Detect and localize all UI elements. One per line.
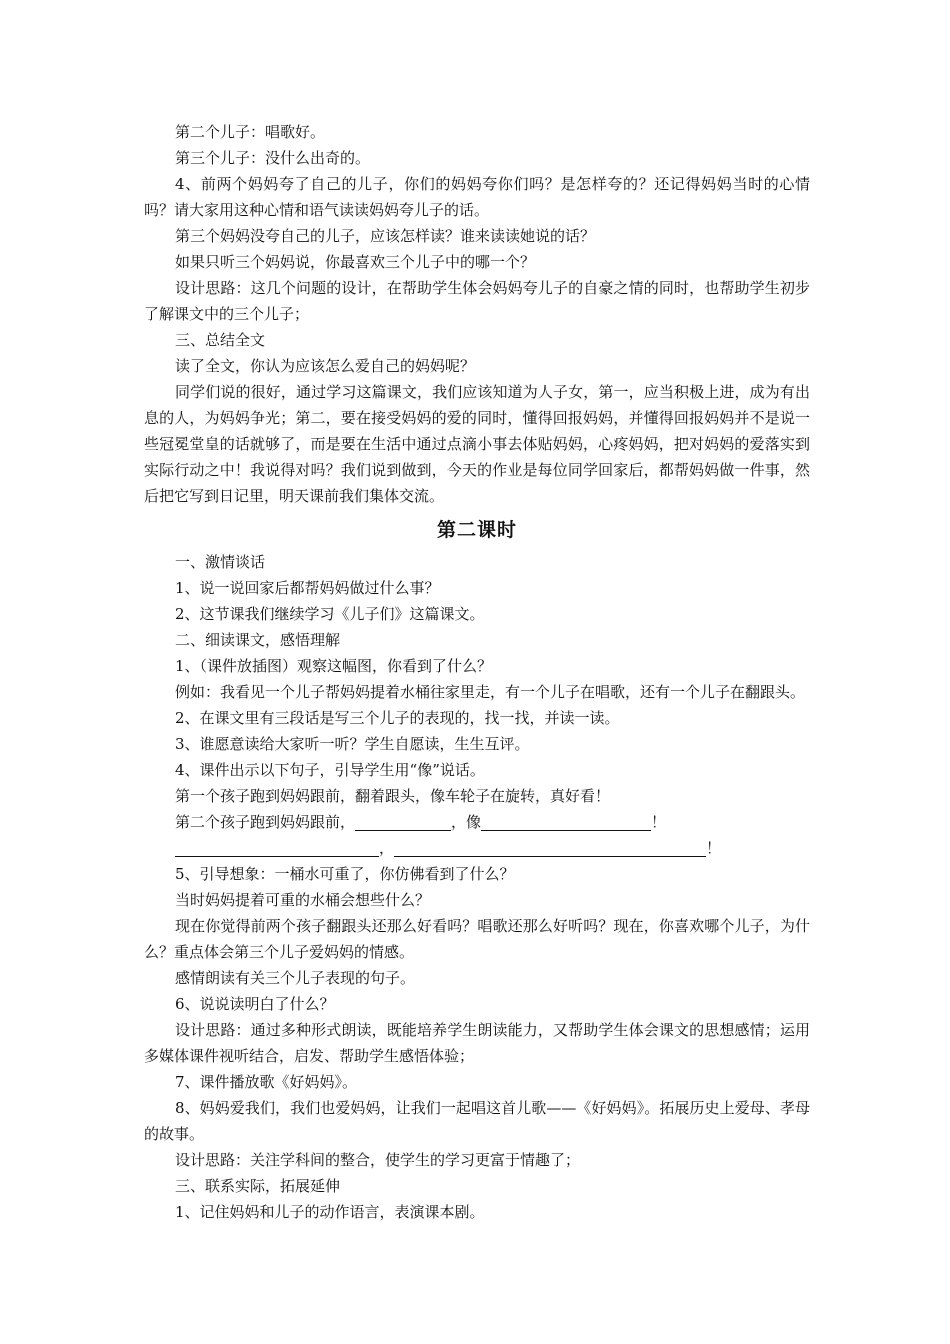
- paragraph: 例如：我看见一个儿子帮妈妈提着水桶往家里走，有一个儿子在唱歌，还有一个儿子在翻跟头。: [175, 683, 806, 701]
- paragraph: 7、课件播放歌《好妈妈》。: [175, 1073, 358, 1091]
- paragraph: 3、谁愿意读给大家听一听？学生自愿读，生生互评。: [175, 735, 530, 753]
- design-note: 设计思路：通过多种形式朗读，既能培养学生朗读能力，又帮助学生体会课文的思想感情；运用多媒体课件视听结合，启发、帮助学生感悟体验；: [144, 1021, 810, 1065]
- paragraph: 2、在课文里有三段话是写三个儿子的表现的，找一找，并读一读。: [175, 709, 620, 727]
- paragraph: 2、这节课我们继续学习《儿子们》这篇课文。: [175, 605, 485, 623]
- lesson-title: 第二课时: [436, 519, 517, 541]
- paragraph: 4、课件出示以下句子，引导学生用“像”说话。: [175, 761, 485, 779]
- section-heading: 三、总结全文: [175, 331, 266, 349]
- paragraph: 同学们说的很好，通过学习这篇课文，我们应该知道为人子女，第一，应当积极上进，成为有出息的人，为妈妈争光；第二，要在接受妈妈的爱的同时，懂得回报妈妈，并懂得回报妈妈并不是说一些冠冕堂皇的话就够了，而是要在生活中通过点滴小事去体贴妈妈，心疼妈妈，把对妈妈的爱落实到实际行动之中！我说得对吗？我们说到做到，今天的作业是每位同学回家后，都帮妈妈做一件事，然后把它写到日记里，明天课前我们集体交流。: [144, 383, 810, 505]
- paragraph: 5、引导想象：一桶水可重了，你仿佛看到了什么？: [175, 865, 515, 883]
- paragraph: 第三个妈妈没夸自己的儿子，应该怎样读？谁来读读她说的话？: [175, 227, 596, 245]
- section-heading: 一、激情谈话: [175, 553, 266, 571]
- paragraph: 4、前两个妈妈夸了自己的儿子，你们的妈妈夸你们吗？是怎样夸的？还记得妈妈当时的心情吗？请大家用这种心情和语气读读妈妈夸儿子的话。: [144, 175, 810, 219]
- fill-like: 像: [466, 813, 482, 831]
- paragraph: 1、记住妈妈和儿子的动作语言，表演课本剧。: [175, 1203, 485, 1221]
- paragraph: 当时妈妈提着可重的水桶会想些什么？: [175, 891, 431, 909]
- fill-end: ！: [706, 839, 722, 857]
- paragraph: 第二个儿子：唱歌好。: [175, 123, 326, 141]
- section-heading: 二、细读课文，感悟理解: [175, 631, 341, 649]
- fill-comma: ，: [379, 839, 395, 857]
- design-note: 设计思路：这几个问题的设计，在帮助学生体会妈妈夸儿子的自豪之情的同时，也帮助学生初步了解课文中的三个儿子；: [144, 279, 810, 323]
- paragraph: 1、（课件放插图）观察这幅图，你看到了什么？: [175, 657, 493, 675]
- fill-prefix: 第二个孩子跑到妈妈跟前，: [175, 813, 356, 831]
- blank-line: [394, 838, 706, 857]
- paragraph: 如果只听三个妈妈说，你最喜欢三个儿子中的哪一个？: [175, 253, 536, 271]
- document-body: [144, 119, 810, 1225]
- fill-in-line: [144, 809, 810, 835]
- blank-line: [355, 812, 451, 831]
- paragraph: 1、说一说回家后都帮妈妈做过什么事？: [175, 579, 440, 597]
- fill-in-line: [144, 835, 810, 861]
- paragraph: 第一个孩子跑到妈妈跟前，翻着跟头，像车轮子在旋转，真好看！: [175, 787, 611, 805]
- paragraph: 8、妈妈爱我们，我们也爱妈妈，让我们一起唱这首儿歌——《好妈妈》。拓展历史上爱母、孝母的故事。: [144, 1099, 810, 1143]
- paragraph: 6、说说读明白了什么？: [175, 995, 335, 1013]
- paragraph: 现在你觉得前两个孩子翻跟头还那么好看吗？唱歌还那么好听吗？现在，你喜欢哪个儿子，为什么？重点体会第三个儿子爱妈妈的情感。: [144, 917, 810, 961]
- section-heading: 三、联系实际，拓展延伸: [175, 1177, 341, 1195]
- blank-line: [175, 838, 379, 857]
- design-note: 设计思路：关注学科间的整合，使学生的学习更富于情趣了；: [175, 1151, 581, 1169]
- paragraph: 感情朗读有关三个儿子表现的句子。: [175, 969, 416, 987]
- blank-line: [481, 812, 651, 831]
- fill-comma: ，: [451, 813, 467, 831]
- paragraph: 读了全文，你认为应该怎么爱自己的妈妈呢？: [175, 357, 476, 375]
- paragraph: 第三个儿子：没什么出奇的。: [175, 149, 371, 167]
- fill-end: ！: [651, 813, 667, 831]
